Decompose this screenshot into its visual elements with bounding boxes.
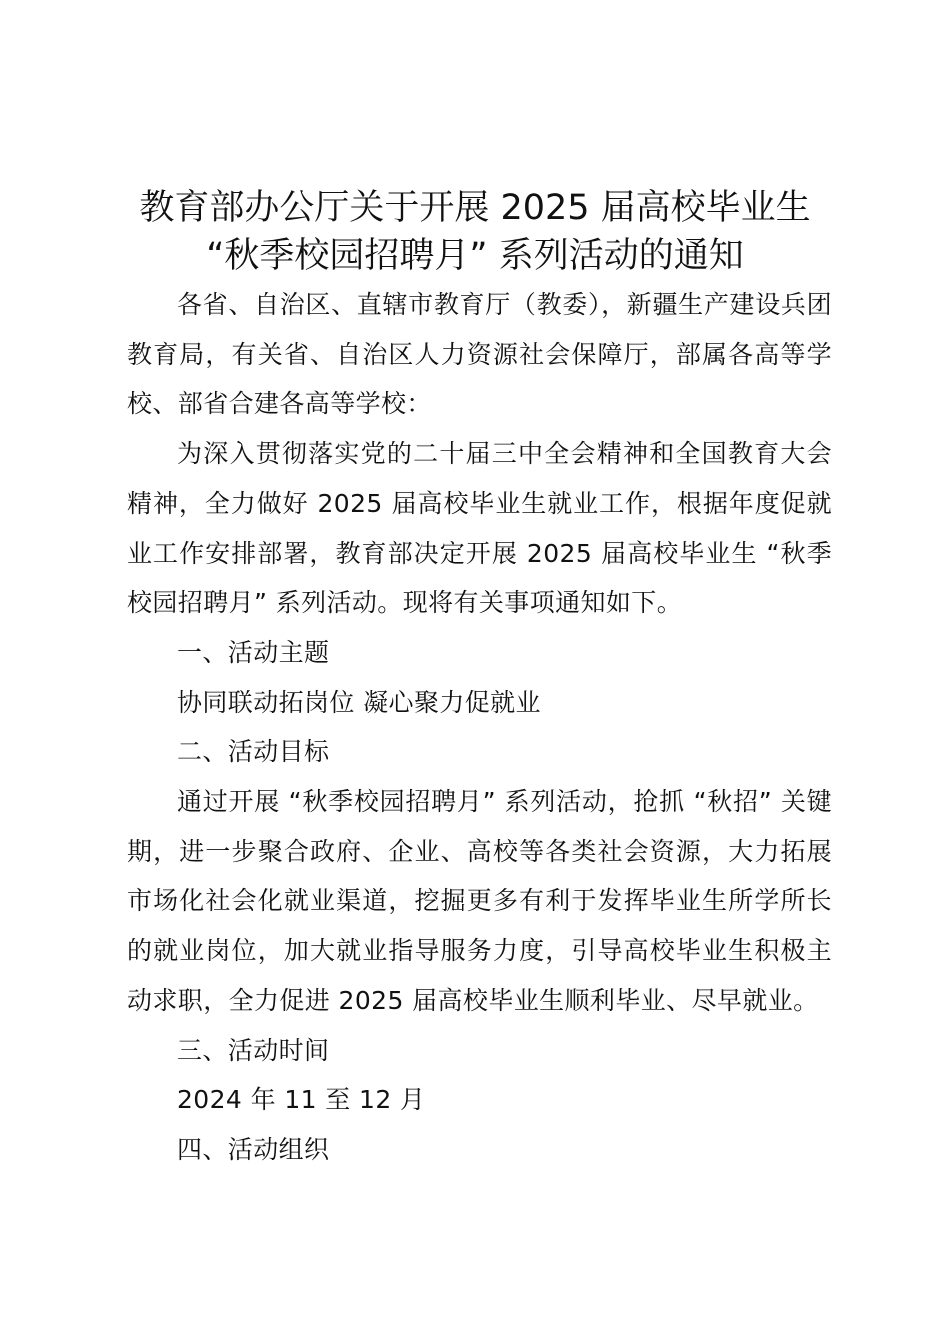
document-body xyxy=(127,280,832,1175)
theme-paragraph: 协同联动拓岗位 凝心聚力促就业 xyxy=(177,687,541,717)
salutation-paragraph: 各省、自治区、直辖市教育厅（教委），新疆生产建设兵团教育局，有关省、自治区人力资源社会保障厅，部属各高等学校、部省合建各高等学校： xyxy=(127,290,832,419)
document-title-line-2: “秋季校园招聘月” 系列活动的通知 xyxy=(206,236,744,276)
section-heading-organization: 四、活动组织 xyxy=(177,1134,330,1164)
section-heading-time: 三、活动时间 xyxy=(177,1035,330,1065)
section-heading-goal: 二、活动目标 xyxy=(177,737,330,767)
document-title-line-1: 教育部办公厅关于开展 2025 届高校毕业生 xyxy=(139,188,811,228)
intro-paragraph: 为深入贯彻落实党的二十届三中全会精神和全国教育大会精神，全力做好 2025 届高校毕业生就业工作，根据年度促就业工作安排部署，教育部决定开展 2025 届高校毕业生 “秋季校园招聘月” 系列活动。现将有关事项通知如下。 xyxy=(127,439,832,618)
time-paragraph: 2024 年 11 至 12 月 xyxy=(177,1085,426,1115)
goal-paragraph: 通过开展 “秋季校园招聘月” 系列活动，抢抓 “秋招” 关键期，进一步聚合政府、企业、高校等各类社会资源，大力拓展市场化社会化就业渠道，挖掘更多有利于发挥毕业生所学所长的就业岗位，加大就业指导服务力度，引导高校毕业生积极主动求职，全力促进 2025 届高校毕业生顺利毕业、尽早就业。 xyxy=(127,787,832,1015)
section-heading-theme: 一、活动主题 xyxy=(177,637,330,667)
